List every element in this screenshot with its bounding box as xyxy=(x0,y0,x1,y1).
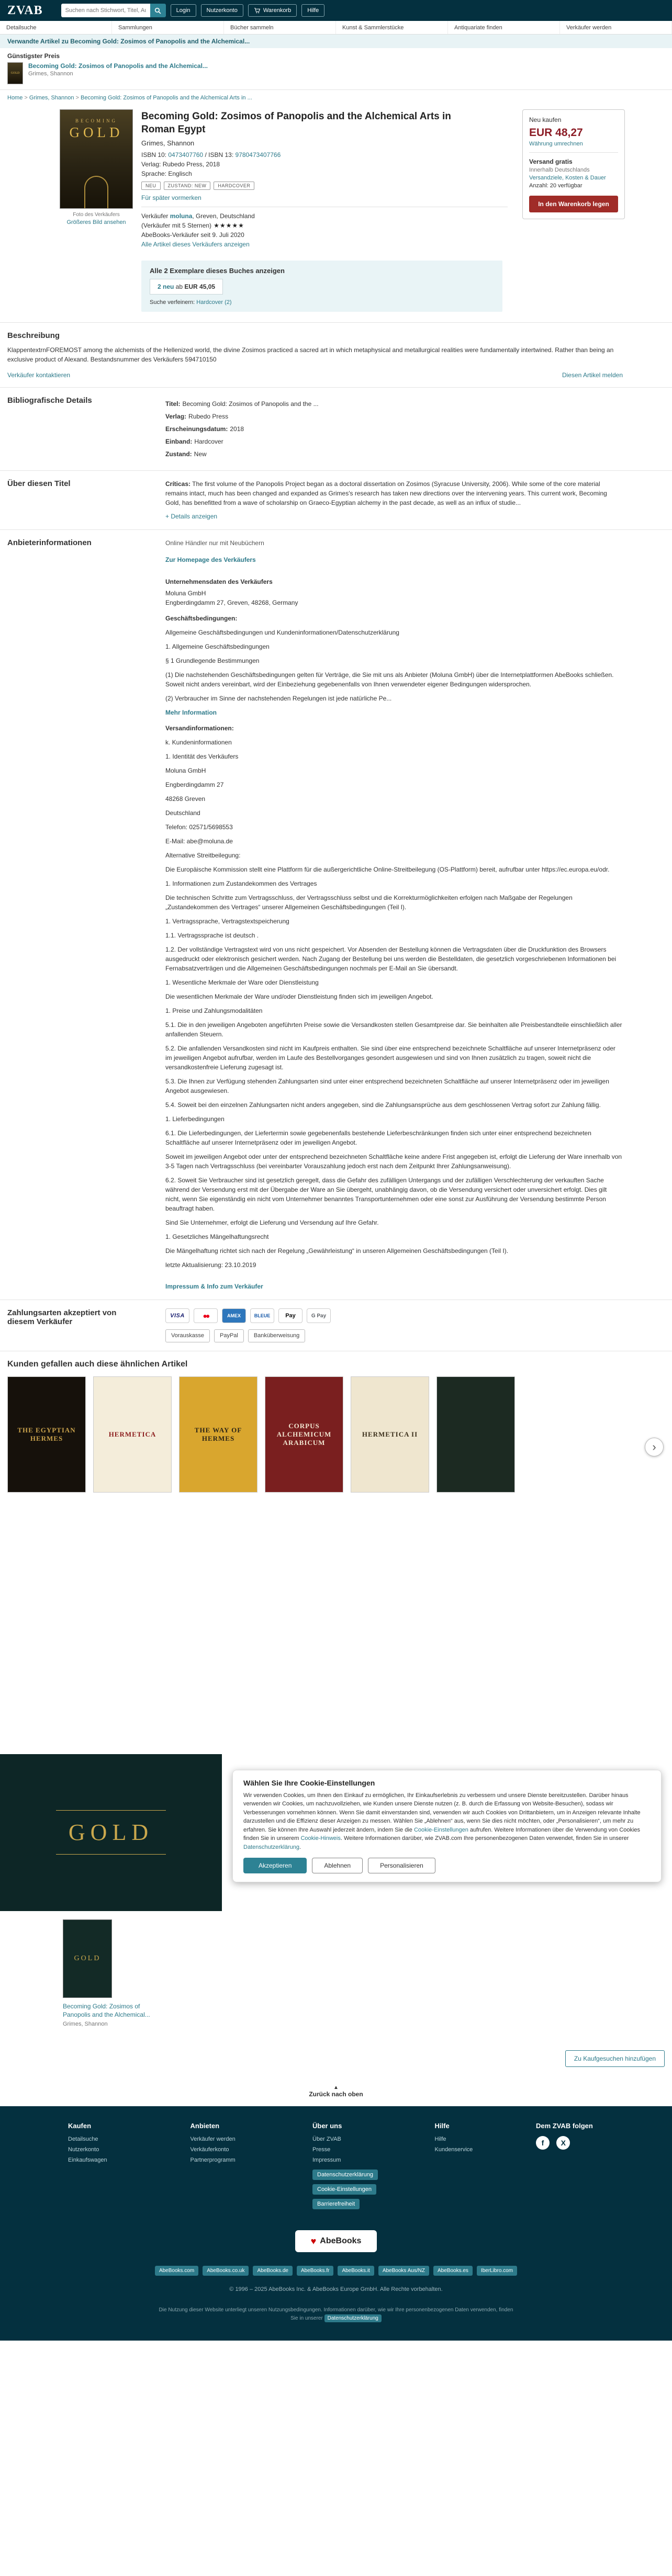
copyright-text: © 1996 – 2025 AbeBooks Inc. & AbeBooks Europe GmbH. Alle Rechte vorbehalten. xyxy=(229,2286,443,2293)
footer-columns xyxy=(68,2122,536,2211)
seller-type: Online Händler nur mit Neubüchern xyxy=(165,539,264,547)
seller-rating-text: (Verkäufer mit 5 Sternen) xyxy=(141,222,212,230)
biblio-section xyxy=(0,387,672,470)
abebooks-logo-text: AbeBooks xyxy=(320,2236,362,2246)
shipping-paragraph: 1. Informationen zum Zustandekommen des Vertrages xyxy=(165,880,317,888)
featured-cover-title: GOLD xyxy=(56,1810,166,1855)
abebooks-heart-icon: ♥ xyxy=(310,2235,317,2246)
shipping-paragraph: Die Europäische Kommission stellt eine Plattform für die außergerichtliche Online-Streitbeilegung (OS-Plattform) bereit, aufrufbar unter https://ec.europa.eu/odr. xyxy=(165,866,610,874)
footer-column xyxy=(68,2122,170,2211)
footer xyxy=(0,2106,672,2341)
featured-item-section xyxy=(0,1754,672,1911)
nav-item[interactable]: Kunst & Sammlerstücke xyxy=(336,21,448,34)
offer-summary xyxy=(150,279,223,295)
cover-title-large: GOLD xyxy=(69,125,124,140)
biblio-label: Zustand: xyxy=(165,450,192,458)
shipping-region: Innerhalb Deutschlands xyxy=(529,167,590,173)
help-button[interactable]: Hilfe xyxy=(301,4,324,17)
footer-link[interactable]: Partnerprogramm xyxy=(190,2157,236,2164)
save-for-later-link[interactable]: Für später vormerken xyxy=(141,194,201,202)
similar-book-cover[interactable] xyxy=(7,1376,86,1493)
condition-badges xyxy=(141,182,522,190)
chevron-right-icon: › xyxy=(652,1440,656,1453)
publisher-line: Verlag: Rubedo Press, 2018 xyxy=(141,161,220,168)
similar-book-title: CORPUS ALCHEMICUM ARABICUM xyxy=(276,1421,332,1447)
main-nav xyxy=(0,21,672,35)
book-thumbnail[interactable] xyxy=(7,62,23,84)
condition-badge: HARDCOVER xyxy=(214,182,254,190)
buy-box xyxy=(522,109,625,219)
footer-column xyxy=(435,2122,536,2211)
footer-link[interactable]: Kundenservice xyxy=(434,2146,473,2153)
shipping-paragraph: 6.2. Soweit Sie Verbraucher sind ist gesetzlich geregelt, dass die Gefahr des zufälligen Untergangs und der zufälligen Verschlechterung der verkauften Sache während der Versendung erst mit der Übergabe der Ware an Sie übergeht, unabhängig davon, ob die Versendung versichert oder unversichert erfolgt. Dies gilt nicht, wenn Sie eigenständig ein nicht vom Unternehmer benanntes Transportunternehmen oder eine sonst zur Ausführung der Versendung bestimmte Person beauftragt haben. xyxy=(165,1177,607,1213)
biblio-value: Rubedo Press xyxy=(188,413,229,421)
featured-book-cover[interactable] xyxy=(0,1754,222,1911)
similar-book-cover[interactable] xyxy=(93,1376,172,1493)
recommended-cover-text: GOLD xyxy=(74,1954,101,1962)
similar-book-title: THE EGYPTIAN HERMES xyxy=(17,1426,76,1442)
cheapest-price-card xyxy=(0,48,672,90)
shipping-paragraph: Die technischen Schritte zum Vertragsschluss, der Vertragsschluss selbst und die Korrekturmöglichkeiten erfolgen nach Maßgabe der Regelungen „Zustandekommen des Vertrages“ unserer Allgemeinen Geschäftsbedingungen (Teil I). xyxy=(165,894,573,911)
isbn-separator: / xyxy=(203,151,209,159)
biblio-value: Hardcover xyxy=(194,438,223,446)
terms-heading: Geschäftsbedingungen: xyxy=(165,615,238,623)
view-all-seller-items-link[interactable]: Alle Artikel dieses Verkäufers anzeigen xyxy=(141,241,250,248)
abebooks-site-link[interactable]: AbeBooks.de xyxy=(253,2266,293,2276)
biblio-label: Erscheinungsdatum: xyxy=(165,425,228,433)
account-button[interactable]: Nutzerkonto xyxy=(201,4,243,17)
add-to-buy-requests-button[interactable]: Zu Kaufgesuchen hinzufügen xyxy=(565,2050,665,2067)
abebooks-site-link[interactable]: AbeBooks.it xyxy=(338,2266,374,2276)
search-button[interactable] xyxy=(150,4,166,17)
buy-box-heading: Neu kaufen xyxy=(529,116,562,123)
terms-paragraph: Allgemeine Geschäftsbedingungen und Kundeninformationen/Datenschutzerklärung xyxy=(165,629,399,637)
about-title-text xyxy=(165,479,623,507)
login-button[interactable]: Login xyxy=(171,4,196,17)
cookie-text-segment[interactable]: Cookie-Hinweis xyxy=(300,1835,341,1842)
similar-book-cover[interactable] xyxy=(351,1376,429,1493)
condition-badge: ZUSTAND: NEW xyxy=(164,182,211,190)
cheapest-author: Grimes, Shannon xyxy=(28,71,73,77)
carousel-next-button[interactable] xyxy=(645,1438,664,1456)
amex-icon xyxy=(222,1308,246,1323)
shipping-paragraph: Alternative Streitbeilegung: xyxy=(165,852,241,860)
shipping-paragraph: 1. Preise und Zahlungsmodalitäten xyxy=(165,1007,263,1015)
payment-card-icons xyxy=(165,1308,623,1323)
abebooks-site-link[interactable]: AbeBooks.fr xyxy=(297,2266,333,2276)
search-icon xyxy=(154,7,161,14)
shipping-paragraph: 6.1. Die Lieferbedingungen, der Liefertermin sowie gegebenenfalls bestehende Lieferbeschränkungen finden sich unter einer entsprechend bezeichneten Schaltfläche auf unserer Internetpräsenz oder im jeweiligen Angebot. xyxy=(165,1129,591,1147)
footer-button[interactable]: Cookie-Einstellungen xyxy=(312,2184,376,2195)
decline-cookies-button[interactable]: Ablehnen xyxy=(312,1858,363,1873)
payment-method-badge: Vorauskasse xyxy=(165,1329,210,1342)
abebooks-site-link[interactable]: AbeBooks.es xyxy=(433,2266,473,2276)
footer-follow-title: Dem ZVAB folgen xyxy=(536,2122,593,2130)
nav-item[interactable]: Bücher sammeln xyxy=(224,21,336,34)
empty-space xyxy=(0,1508,672,1754)
payment-card-text: Pay xyxy=(285,1313,296,1319)
payment-card-text: BLEUE xyxy=(254,1313,271,1318)
x-icon[interactable]: X xyxy=(556,2136,570,2150)
shipping-paragraph: 5.4. Soweit bei den einzelnen Zahlungsarten nicht anders angegeben, sind die Zahlungsansprüche aus dem geschlossenen Vertrag sofort zur Zahlung fällig. xyxy=(165,1101,601,1109)
condition-badge: NEU xyxy=(141,182,161,190)
biblio-value: 2018 xyxy=(230,425,244,433)
search-bar xyxy=(61,4,166,17)
about-title-section xyxy=(0,470,672,529)
shipping-paragraph: 1. Lieferbedingungen xyxy=(165,1115,225,1123)
cart-button-label: Warenkorb xyxy=(263,7,292,14)
report-item-link[interactable]: Diesen Artikel melden xyxy=(562,371,623,379)
similar-book-title: THE WAY OF HERMES xyxy=(194,1426,242,1442)
back-to-top-link[interactable] xyxy=(0,2085,672,2098)
footer-link[interactable]: Einkaufswagen xyxy=(68,2157,107,2164)
shipping-paragraph: 1.2. Der vollständige Vertragstext wird von uns nicht gespeichert. Vor Absenden der Bestellung können die Vertragsdaten über die Druckfunktion des Browsers ausgedruckt oder elektronisch gesichert werden. Nach Zugang der Bestellung bei uns werden die Bestelldaten, die gesetzlich vorgeschriebenen Informationen bei Fernabsatzverträgen und die Allgemeinen Geschäftsbedingungen nochmals per E-Mail an Sie übersandt. xyxy=(165,946,617,973)
shipping-paragraph: letzte Aktualisierung: 23.10.2019 xyxy=(165,1261,256,1269)
isbn13-link[interactable]: 9780473407766 xyxy=(235,151,281,159)
seller-line xyxy=(141,212,522,220)
shipping-paragraph: k. Kundeninformationen xyxy=(165,739,232,747)
payment-card-text: ●● xyxy=(203,1311,209,1320)
book-title: Becoming Gold: Zosimos of Panopolis and the Alchemical Arts in Roman Egypt xyxy=(141,111,451,135)
thumbnail-text: GOLD xyxy=(10,72,20,75)
shipping-paragraph: Sind Sie Unternehmer, erfolgt die Lieferung und Versendung auf Ihre Gefahr. xyxy=(165,1219,379,1227)
breadcrumb-item[interactable]: > Grimes, Shannon xyxy=(23,95,74,101)
footer-link[interactable]: Hilfe xyxy=(434,2136,446,2143)
similar-book-title: HERMETICA xyxy=(108,1430,156,1438)
isbn13-label: ISBN 13: xyxy=(208,151,236,159)
all-copies-heading[interactable]: Alle 2 Exemplare dieses Buches anzeigen xyxy=(150,267,285,275)
similar-book-cover[interactable] xyxy=(436,1376,515,1493)
footer-link[interactable]: Verkäuferkonto xyxy=(190,2146,229,2153)
shipping-paragraph: 1. Wesentliche Merkmale der Ware oder Dienstleistung xyxy=(165,979,319,987)
payment-card-text: G Pay xyxy=(311,1313,327,1319)
add-to-cart-button[interactable]: In den Warenkorb legen xyxy=(529,196,618,212)
footer-link[interactable]: Nutzerkonto xyxy=(68,2146,99,2153)
impressum-link[interactable]: Impressum & Info zum Verkäufer xyxy=(165,1283,263,1291)
refine-label: Suche verfeinern: xyxy=(150,299,197,306)
biblio-row xyxy=(165,424,623,434)
biblio-heading: Bibliografische Details xyxy=(7,396,92,405)
similar-book-cover[interactable] xyxy=(265,1376,343,1493)
shipping-paragraph: 1. Vertragssprache, Vertragstextspeicherung xyxy=(165,918,289,925)
footer-column xyxy=(312,2122,414,2211)
product-info-column xyxy=(141,109,522,250)
cover-title-small: BECOMING xyxy=(75,118,117,123)
cheapest-title-link[interactable]: Becoming Gold: Zosimos of Panopolis and the Alchemical... xyxy=(28,62,208,70)
nav-item[interactable]: Antiquariate finden xyxy=(448,21,560,34)
seller-prefix: Verkäufer xyxy=(141,212,170,220)
seller-suffix: , Greven, Deutschland xyxy=(192,212,255,220)
all-copies-box xyxy=(141,261,502,312)
cookie-dialog-title: Wählen Sie Ihre Cookie-Einstellungen xyxy=(243,1778,375,1787)
shipping-paragraph: Deutschland xyxy=(165,809,200,817)
related-items-bar[interactable]: Verwandte Artikel zu Becoming Gold: Zosimos of Panopolis and the Alchemical... xyxy=(0,35,672,48)
similar-items-section xyxy=(0,1351,672,1508)
similar-book-title: HERMETICA II xyxy=(362,1430,418,1438)
recommended-item-author: Grimes, Shannon xyxy=(63,2021,108,2028)
shipping-paragraph: Telefon: 02571/5698553 xyxy=(165,823,233,831)
shipping-paragraph: E-Mail: abe@moluna.de xyxy=(165,838,233,845)
similar-items-row xyxy=(7,1376,665,1493)
google-pay-icon xyxy=(307,1308,331,1323)
footer-link[interactable]: Über ZVAB xyxy=(312,2136,341,2143)
seller-block xyxy=(141,212,522,248)
shipping-paragraph: 1.1. Vertragssprache ist deutsch . xyxy=(165,932,259,940)
terms-paragraph: (1) Die nachstehenden Geschäftsbedingungen gelten für Verträge, die Sie mit uns als Anbieter (Moluna GmbH) über die Internetplattformen AbeBooks schließen. Soweit nicht anders vereinbart, wird der Einbeziehung gegebenenfalls von Ihnen verwendeter eigener Bedingungen widersprochen. xyxy=(165,671,614,688)
description-heading: Beschreibung xyxy=(7,331,60,341)
star-rating: ★★★★★ xyxy=(214,222,244,230)
quantity-available: Anzahl: 20 verfügbar xyxy=(529,183,583,189)
footer-column xyxy=(191,2122,292,2211)
payment-method-badge: PayPal xyxy=(214,1329,244,1342)
shipping-paragraph: Moluna GmbH xyxy=(165,767,206,775)
nav-item[interactable]: Sammlungen xyxy=(112,21,224,34)
terms-paragraph: § 1 Grundlegende Bestimmungen xyxy=(165,657,260,665)
shipping-info-link[interactable]: Versandziele, Kosten & Dauer xyxy=(529,175,606,181)
terms-paragraphs xyxy=(165,628,623,703)
cookie-text-segment: Wir verwenden Cookies, um Ihnen den Einkauf zu ermöglichen, Ihr Einkaufserlebnis zu verbessern und unsere Dienste bereitzustellen. Darüber hinaus verwenden wir Cookies, um nachzuvollziehen, wie Kunden unsere Dienste nutzen (z. B. durch die Erfassung von Website-Besuchen), sodass wir Verbesserungen vornehmen können. Wenn Sie damit einverstanden sind, verwenden wir auch Cookies von Drittanbietern, um in Anzeigen relevante Inhalte darzustellen und die Effizienz dieser Anzeigen zu messen. Wählen Sie „Ablehnen“ aus, wenn Sie dies nicht möchten, oder „Personalisieren“, um mehr zu erfahren. Sie können Ihre Auswahl jederzeit ändern, indem Sie die xyxy=(243,1792,641,1833)
top-header xyxy=(0,0,672,21)
payments-section xyxy=(0,1300,672,1351)
breadcrumb-item[interactable]: Home xyxy=(7,95,23,101)
company-address: Engberdingdamm 27, Greven, 48268, Germany xyxy=(165,599,298,607)
criticas-text: The first volume of the Panopolis Project began as a doctoral dissertation on Zosimos (Syracuse University, 2006). While some of the core material remains intact, much has been changed and expanded as Grimes's research has taken new directions over the intervening years. This current work, Becoming Gold, has benefitted from a wave of scholarship on Graeco-Egyptian alchemy in the past decade, as well as an influx of studie... xyxy=(165,480,607,507)
isbn10-link[interactable]: 0473407760 xyxy=(168,151,204,159)
offer-from-label: ab xyxy=(174,283,185,291)
currency-convert-link[interactable]: Währung umrechnen xyxy=(529,141,583,147)
shipping-paragraph: Die Mängelhaftung richtet sich nach der Regelung „Gewährleistung“ in unseren Allgemeinen Geschäftsbedingungen (Teil I). xyxy=(165,1247,509,1255)
abebooks-site-link[interactable]: IberLibro.com xyxy=(477,2266,517,2276)
show-details-link[interactable]: + Details anzeigen xyxy=(165,513,218,521)
terms-paragraph: (2) Verbraucher im Sinne der nachstehenden Regelungen ist jede natürliche Pe... xyxy=(165,695,392,703)
seller-rating-line xyxy=(141,222,522,229)
criticas-label: Críticas: xyxy=(165,480,191,488)
back-to-top-label: Zurück nach oben xyxy=(309,2091,363,2098)
book-cover-image[interactable] xyxy=(60,109,133,209)
footer-note-text: Die Nutzung dieser Website unterliegt unseren Nutzungsbedingungen. Informationen darüber, wie wir Ihre personenbezogenen Daten verwenden, finden Sie in unserer xyxy=(159,2307,513,2322)
seller-info-heading: Anbieterinformationen xyxy=(7,538,92,548)
product-section xyxy=(0,104,672,259)
footer-legal-note xyxy=(158,2306,514,2323)
payment-methods xyxy=(165,1329,623,1342)
larger-image-link[interactable]: Größeres Bild ansehen xyxy=(66,219,126,225)
cookie-text-segment[interactable]: Datenschutzerklärung xyxy=(243,1844,300,1850)
book-author: Grimes, Shannon xyxy=(141,139,195,148)
cookie-text-segment: aufrufen. Weitere Informationen über die Verwendung von Cookies finden Sie in unserem xyxy=(243,1826,641,1842)
about-title-heading: Über diesen Titel xyxy=(7,479,71,489)
buy-request-row xyxy=(0,2027,672,2067)
company-name: Moluna GmbH xyxy=(165,590,206,597)
cheapest-price-label: Günstigster Preis xyxy=(7,52,60,60)
more-information-link[interactable]: Mehr Information xyxy=(165,709,217,717)
footer-link[interactable]: Impressum xyxy=(312,2157,341,2164)
abebooks-sites-row xyxy=(0,2266,672,2276)
cookie-dialog-text xyxy=(243,1791,651,1852)
footer-link[interactable]: Detailsuche xyxy=(68,2136,98,2143)
biblio-label: Verlag: xyxy=(165,413,187,421)
visa-icon xyxy=(165,1308,189,1323)
shipping-paragraph: 5.2. Die anfallenden Versandkosten sind nicht im Kaufpreis enthalten. Sie sind über eine entsprechend bezeichnete Schaltfläche auf unserer Internetpräsenz oder im jeweiligen Angebot aufrufbar, werden im Laufe des Bestellvorganges gesondert ausgewiesen und sind von Ihnen zusätzlich zu tragen, soweit nicht die versandkostenfreie Lieferung zugesagt ist. xyxy=(165,1045,615,1071)
nav-item[interactable]: Detailsuche xyxy=(0,21,112,34)
shipping-paragraph: Die wesentlichen Merkmale der Ware und/oder Dienstleistung finden sich im jeweiligen Angebot. xyxy=(165,993,433,1001)
similar-items-heading: Kunden gefallen auch diese ähnlichen Artikel xyxy=(7,1359,188,1369)
footer-link[interactable]: Verkäufer werden xyxy=(190,2136,236,2143)
footer-column-title: Kaufen xyxy=(68,2122,92,2130)
biblio-value: Becoming Gold: Zosimos of Panopolis and the ... xyxy=(182,400,319,408)
shipping-paragraph: 1. Identität des Verkäufers xyxy=(165,753,239,761)
shipping-paragraph: 1. Gesetzliches Mängelhaftungsrecht xyxy=(165,1233,269,1241)
biblio-row xyxy=(165,437,623,446)
offer-price: EUR 45,05 xyxy=(184,283,216,291)
seller-homepage-link[interactable]: Zur Homepage des Verkäufers xyxy=(165,556,256,564)
recommended-item-title-link[interactable]: Becoming Gold: Zosimos of Panopolis and the Alchemical... xyxy=(63,2002,150,2019)
footer-column-title: Über uns xyxy=(312,2122,342,2130)
biblio-label: Einband: xyxy=(165,438,193,446)
recommended-item-cover[interactable] xyxy=(63,1919,112,1998)
footer-column-title: Anbieten xyxy=(190,2122,220,2130)
seller-name-link[interactable]: moluna xyxy=(170,212,193,220)
footer-button[interactable]: Barrierefreiheit xyxy=(312,2199,360,2209)
cookie-text-segment: . Weitere Informationen darüber, wie ZVAB.com Ihre personenbezogenen Daten verwendet, finden Sie in unserer xyxy=(340,1835,629,1842)
shipping-paragraphs xyxy=(165,738,623,1270)
similar-book-cover[interactable] xyxy=(179,1376,257,1493)
payment-method-badge: Banküberweisung xyxy=(248,1329,305,1342)
accept-cookies-button[interactable]: Akzeptieren xyxy=(243,1858,307,1873)
refine-search-line xyxy=(150,299,494,306)
privacy-policy-link[interactable]: Datenschutzerklärung xyxy=(324,2314,382,2322)
shipping-paragraph: 48268 Greven xyxy=(165,795,206,803)
cart-button[interactable] xyxy=(248,4,297,17)
search-input[interactable] xyxy=(61,4,150,17)
apple-pay-icon xyxy=(278,1308,303,1323)
biblio-row xyxy=(165,412,623,421)
facebook-icon[interactable]: f xyxy=(536,2136,550,2150)
shipping-paragraph: 5.3. Die Ihnen zur Verfügung stehenden Zahlungsarten sind unter einer entsprechend bezeichneten Schaltfläche auf unserer Internetpräsenz oder im jeweiligen Angebot ausgewiesen. xyxy=(165,1078,609,1095)
carte-bleue-icon xyxy=(250,1308,274,1323)
photo-caption: Foto des Verkäufers xyxy=(73,212,120,218)
shipping-paragraph: Engberdingdamm 27 xyxy=(165,781,224,789)
biblio-table xyxy=(165,396,665,462)
cookie-text-segment: . xyxy=(299,1844,301,1850)
contact-seller-link[interactable]: Verkäufer kontaktieren xyxy=(7,371,71,379)
shipping-free-label: Versand gratis xyxy=(529,158,573,165)
company-data-heading: Unternehmensdaten des Verkäufers xyxy=(165,578,273,586)
seller-info-section xyxy=(0,529,672,1300)
abebooks-site-link[interactable]: AbeBooks Aus/NZ xyxy=(378,2266,429,2276)
personalize-cookies-button[interactable]: Personalisieren xyxy=(368,1858,435,1873)
biblio-label: Titel: xyxy=(165,400,181,408)
cover-arch-art xyxy=(84,176,108,208)
mastercard-icon xyxy=(194,1308,218,1323)
abebooks-site-link[interactable]: AbeBooks.com xyxy=(155,2266,198,2276)
breadcrumb-item[interactable]: > Becoming Gold: Zosimos of Panopolis and the Alchemical Arts in ... xyxy=(74,95,252,101)
biblio-row xyxy=(165,399,623,409)
new-offers-link[interactable]: 2 neu xyxy=(158,283,174,291)
product-image-column xyxy=(7,109,141,250)
footer-button[interactable]: Datenschutzerklärung xyxy=(312,2170,378,2180)
refine-hardcover-link[interactable]: Hardcover (2) xyxy=(196,299,232,306)
abebooks-logo[interactable] xyxy=(295,2230,377,2252)
payment-card-text: AMEX xyxy=(227,1313,241,1318)
description-text: KlappentextrnFOREMOST among the alchemists of the Hellenized world, the divine Zosimos practiced a sacred art in which metaphysical and metallurgical realities were fundamentally intertwined. Rather than being an exclusive product of Alexand. Bestandsnummer des Verkäufers 594710150 xyxy=(7,346,614,364)
payment-card-text: VISA xyxy=(170,1313,185,1319)
breadcrumb xyxy=(0,90,672,104)
cart-icon xyxy=(254,7,261,14)
cookie-consent-dialog xyxy=(232,1770,662,1883)
isbn10-label: ISBN 10: xyxy=(141,151,169,159)
isbn-line xyxy=(141,151,522,159)
shipping-paragraph: Soweit im jeweiligen Angebot oder unter der entsprechend bezeichneten Schaltfläche keine andere Frist angegeben ist, erfolgt die Lieferung der Ware innerhalb von 3-5 Tagen nach Vertragsschluss (bei vereinbarter Vorauszahlung jedoch erst nach dem Zeitpunkt Ihrer Zahlungsanweisung). xyxy=(165,1153,622,1170)
footer-column-title: Hilfe xyxy=(434,2122,450,2130)
abebooks-site-link[interactable]: AbeBooks.co.uk xyxy=(203,2266,249,2276)
zvab-logo[interactable]: ZVAB xyxy=(7,3,43,17)
payments-heading: Zahlungsarten akzeptiert von diesem Verkäufer xyxy=(7,1308,117,1327)
footer-follow-column xyxy=(536,2122,625,2211)
caret-up-icon: ▲ xyxy=(333,2085,339,2091)
terms-paragraph: 1. Allgemeine Geschäftsbedingungen xyxy=(165,643,270,651)
biblio-row xyxy=(165,449,623,459)
footer-link[interactable]: Presse xyxy=(312,2146,331,2153)
cookie-text-segment[interactable]: Cookie-Einstellungen xyxy=(413,1826,468,1833)
nav-item[interactable]: Verkäufer werden xyxy=(560,21,672,34)
recommended-item xyxy=(63,1919,152,2027)
biblio-value: New xyxy=(194,450,207,458)
shipping-paragraph: 5.1. Die in den jeweiligen Angeboten angeführten Preise sowie die Versandkosten stellen Gesamtpreise dar. Sie beinhalten alle Preisbestandteile einschließlich aller anfallenden Steuern. xyxy=(165,1021,622,1038)
seller-since: AbeBooks-Verkäufer seit 9. Juli 2020 xyxy=(141,231,244,239)
description-section xyxy=(0,322,672,387)
language-line: Sprache: Englisch xyxy=(141,170,192,178)
shipping-info-heading: Versandinformationen: xyxy=(165,725,234,732)
price: EUR 48,27 xyxy=(529,127,583,139)
